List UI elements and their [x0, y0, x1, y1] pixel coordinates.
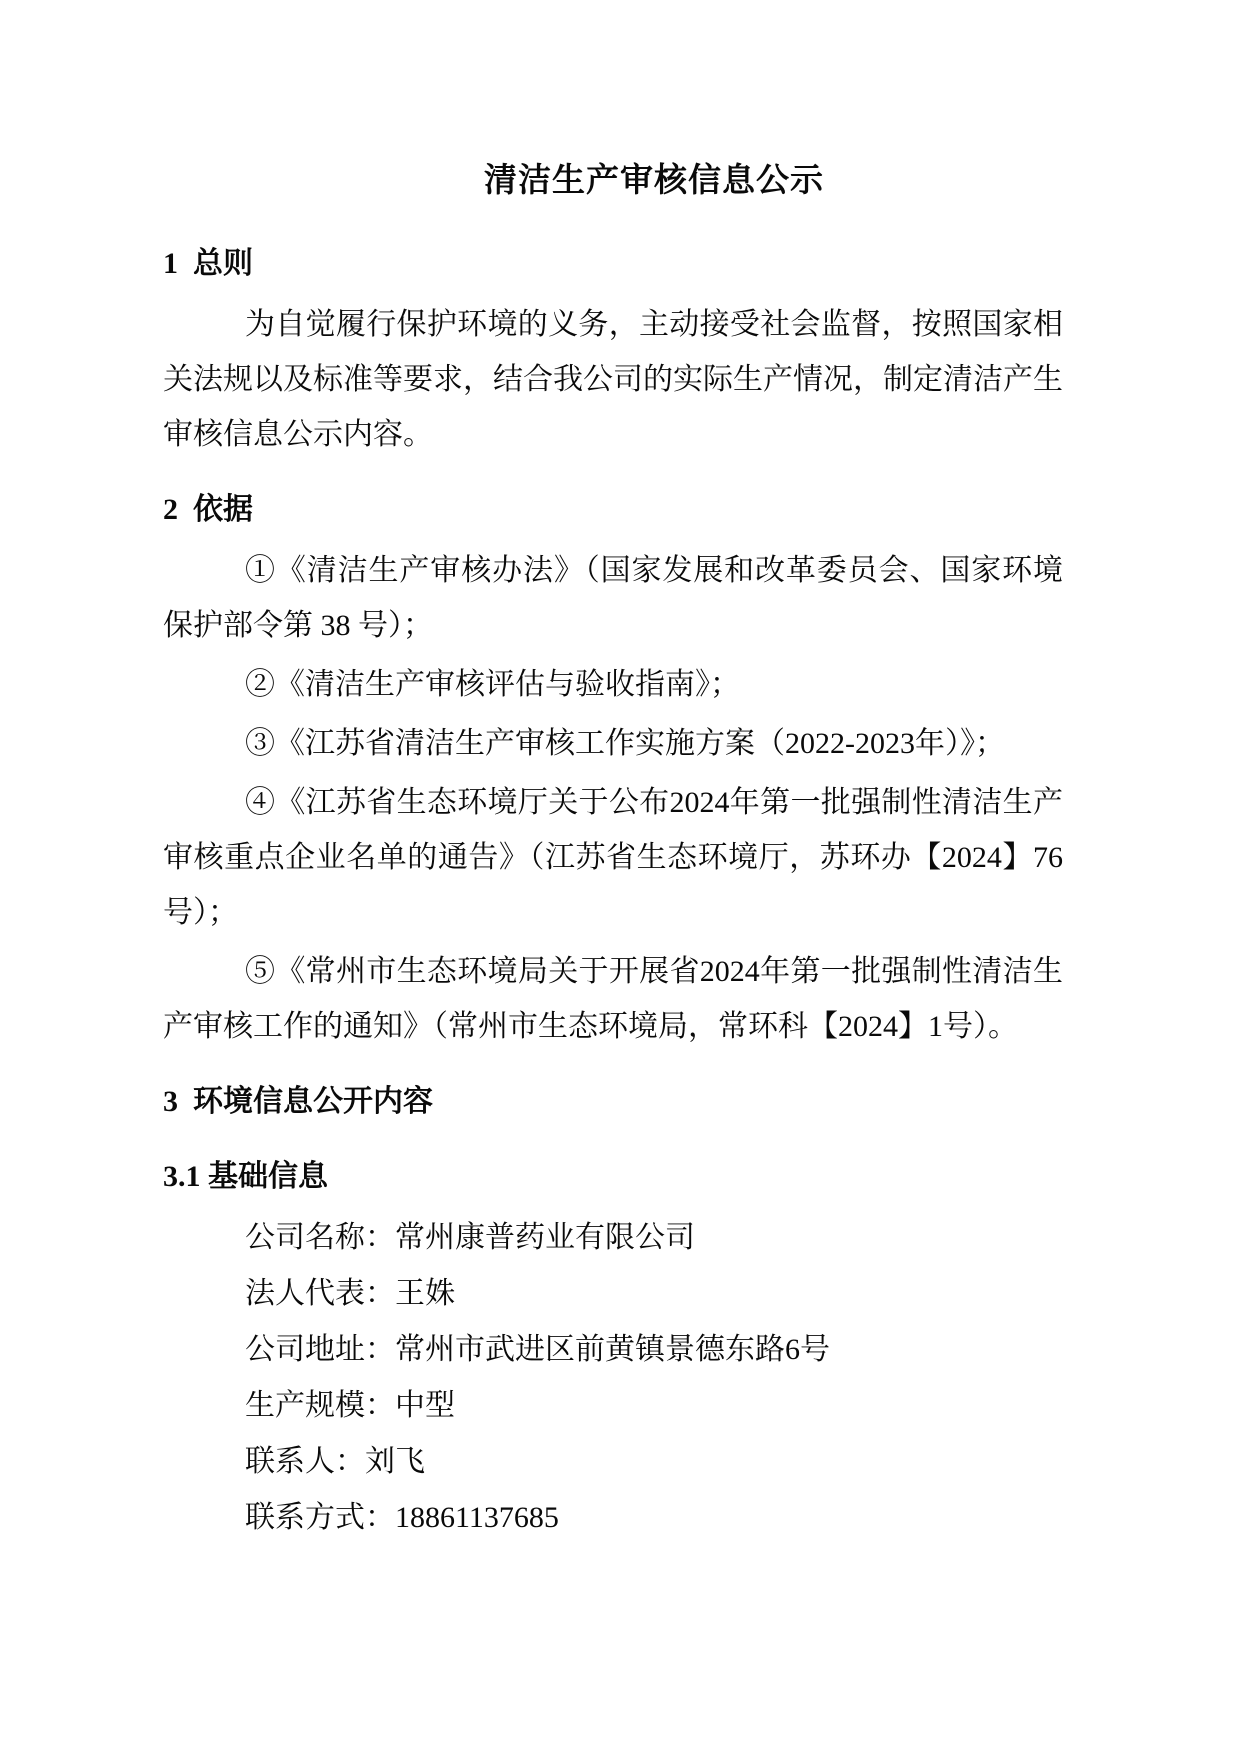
section-2-heading: 2 依据: [163, 493, 253, 526]
field-company-address-value: 常州市武进区前黄镇景德东路6号: [395, 1333, 830, 1366]
basis-item-3: ③《江苏省清洁生产审核工作实施方案（2022-2023年）》；: [245, 727, 1005, 760]
field-production-scale: [163, 1378, 1063, 1434]
field-company-name-label: 公司名称：: [245, 1221, 395, 1254]
field-production-scale-value: 中型: [395, 1389, 455, 1422]
field-production-scale-label: 生产规模：: [245, 1389, 395, 1422]
field-legal-representative: [163, 1266, 1063, 1322]
basis-item-4: ④《江苏省生态环境厅关于公布2024年第一批强制性清洁生产审核重点企业名单的通告》（江苏省生态环境厅，苏环办【2024】76 号）；: [163, 786, 1063, 929]
field-legal-representative-label: 法人代表：: [245, 1277, 395, 1310]
field-contact-person-label: 联系人：: [245, 1445, 365, 1478]
field-contact-phone: [163, 1490, 1063, 1546]
field-contact-phone-value: 18861137685: [395, 1501, 559, 1534]
field-legal-representative-value: 王姝: [395, 1277, 455, 1310]
basis-item-1: ①《清洁生产审核办法》（国家发展和改革委员会、国家环境保护部令第 38 号）；: [163, 554, 1063, 642]
section-1-paragraph: 为自觉履行保护环境的义务，主动接受社会监督，按照国家相关法规以及标准等要求，结合我公司的实际生产情况，制定清洁产生审核信息公示内容。: [163, 308, 1063, 451]
field-contact-person-value: 刘飞: [365, 1445, 425, 1478]
field-contact-person: [163, 1434, 1063, 1490]
basis-item-5: ⑤《常州市生态环境局关于开展省2024年第一批强制性清洁生产审核工作的通知》（常州市生态环境局，常环科【2024】1号）。: [163, 955, 1063, 1043]
section-3-heading: 3 环境信息公开内容: [163, 1085, 433, 1118]
field-company-address-label: 公司地址：: [245, 1333, 395, 1366]
document-title: 清洁生产审核信息公示: [484, 163, 824, 199]
basis-item-2: ②《清洁生产审核评估与验收指南》；: [245, 668, 740, 701]
field-company-name-value: 常州康普药业有限公司: [395, 1221, 695, 1254]
field-company-name: [163, 1210, 1063, 1266]
field-company-address: [163, 1322, 1063, 1378]
section-3-1-heading: 3.1 基础信息: [163, 1160, 328, 1193]
field-contact-phone-label: 联系方式：: [245, 1501, 395, 1534]
section-1-heading: 1 总则: [163, 247, 253, 280]
